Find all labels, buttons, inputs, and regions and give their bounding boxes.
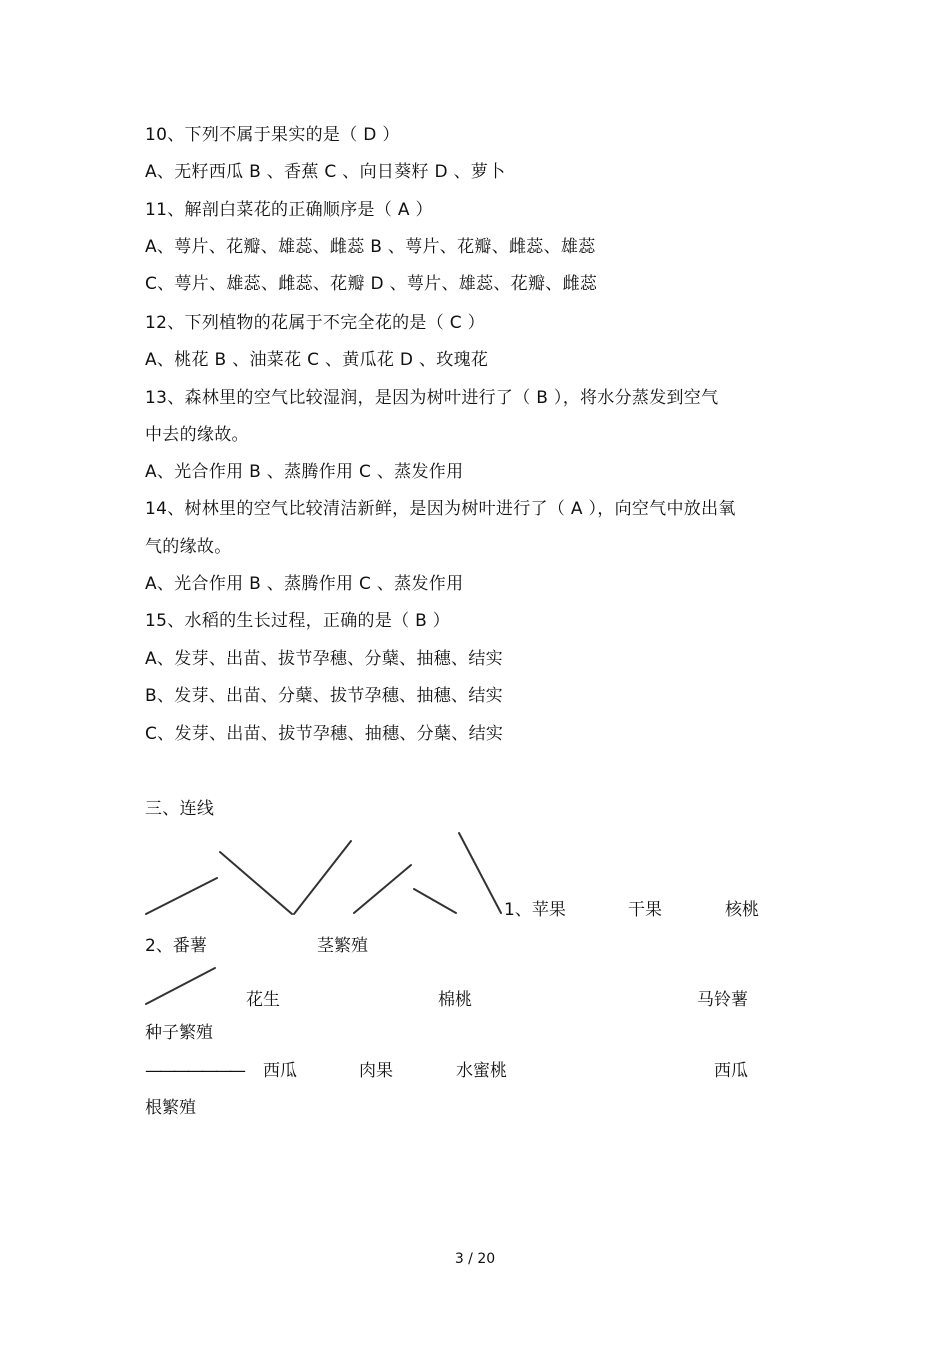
- item-sweet-potato: 2、番薯: [145, 936, 207, 956]
- dash-line: ———————: [145, 1061, 243, 1081]
- q13: 13、森林里的空气比较湿润，是因为树叶进行了（ B ），将水分蒸发到空气: [145, 388, 719, 408]
- item-seed-propagation: 种子繁殖: [145, 1023, 213, 1043]
- q15-option-c: C、发芽、出苗、拔节孕穗、抽穗、分蘖、结实: [145, 724, 504, 744]
- q13-options: A、光合作用 B 、蒸腾作用 C 、蒸发作用: [145, 462, 464, 482]
- q10: 10、下列不属于果实的是（ D ）: [145, 125, 400, 145]
- item-potato: 马铃薯: [697, 990, 748, 1010]
- item-watermelon: 西瓜: [263, 1061, 297, 1081]
- item-fleshy-fruit: 肉果: [359, 1061, 393, 1081]
- connector-line: [146, 878, 217, 914]
- item-cotton-boll: 棉桃: [438, 990, 472, 1010]
- q14-cont: 气的缘故。: [145, 537, 232, 557]
- q11-options-cd: C、萼片、雄蕊、雌蕊、花瓣 D 、萼片、雄蕊、花瓣、雌蕊: [145, 274, 598, 294]
- connector-line: [220, 852, 292, 914]
- q14: 14、树林里的空气比较清洁新鲜，是因为树叶进行了（ A ），向空气中放出氧: [145, 499, 736, 519]
- q15-option-b: B、发芽、出苗、分蘖、拔节孕穗、抽穗、结实: [145, 686, 503, 706]
- item-stem-propagation: 茎繁殖: [317, 936, 368, 956]
- item-root-propagation: 根繁殖: [145, 1098, 196, 1118]
- item-apple: 1、苹果: [504, 900, 566, 920]
- item-peanut: 花生: [246, 990, 280, 1010]
- connector-line: [146, 968, 215, 1004]
- q11: 11、解剖白菜花的正确顺序是（ A ）: [145, 200, 433, 220]
- page-number: 3 / 20: [454, 1251, 496, 1267]
- q15-option-a: A、发芽、出苗、拔节孕穗、分蘖、抽穗、结实: [145, 649, 503, 669]
- item-peach: 水蜜桃: [456, 1061, 507, 1081]
- q10-options: A、无籽西瓜 B 、香蕉 C 、向日葵籽 D 、萝卜: [145, 162, 506, 182]
- connector-line: [354, 865, 411, 913]
- q13-cont: 中去的缘故。: [145, 425, 249, 445]
- q11-options-ab: A、萼片、花瓣、雄蕊、雌蕊 B 、萼片、花瓣、雌蕊、雄蕊: [145, 237, 596, 257]
- connector-line: [294, 841, 351, 914]
- q12: 12、下列植物的花属于不完全花的是（ C ）: [145, 313, 485, 333]
- item-walnut: 核桃: [725, 900, 759, 920]
- connector-line: [414, 889, 456, 913]
- item-watermelon-2: 西瓜: [714, 1061, 748, 1081]
- q12-options: A、桃花 B 、油菜花 C 、黄瓜花 D 、玫瑰花: [145, 350, 489, 370]
- q15: 15、水稻的生长过程，正确的是（ B ）: [145, 611, 451, 631]
- section-title: 三、连线: [145, 799, 215, 819]
- q14-options: A、光合作用 B 、蒸腾作用 C 、蒸发作用: [145, 574, 464, 594]
- connector-line: [459, 833, 501, 913]
- item-dry-fruit: 干果: [628, 900, 662, 920]
